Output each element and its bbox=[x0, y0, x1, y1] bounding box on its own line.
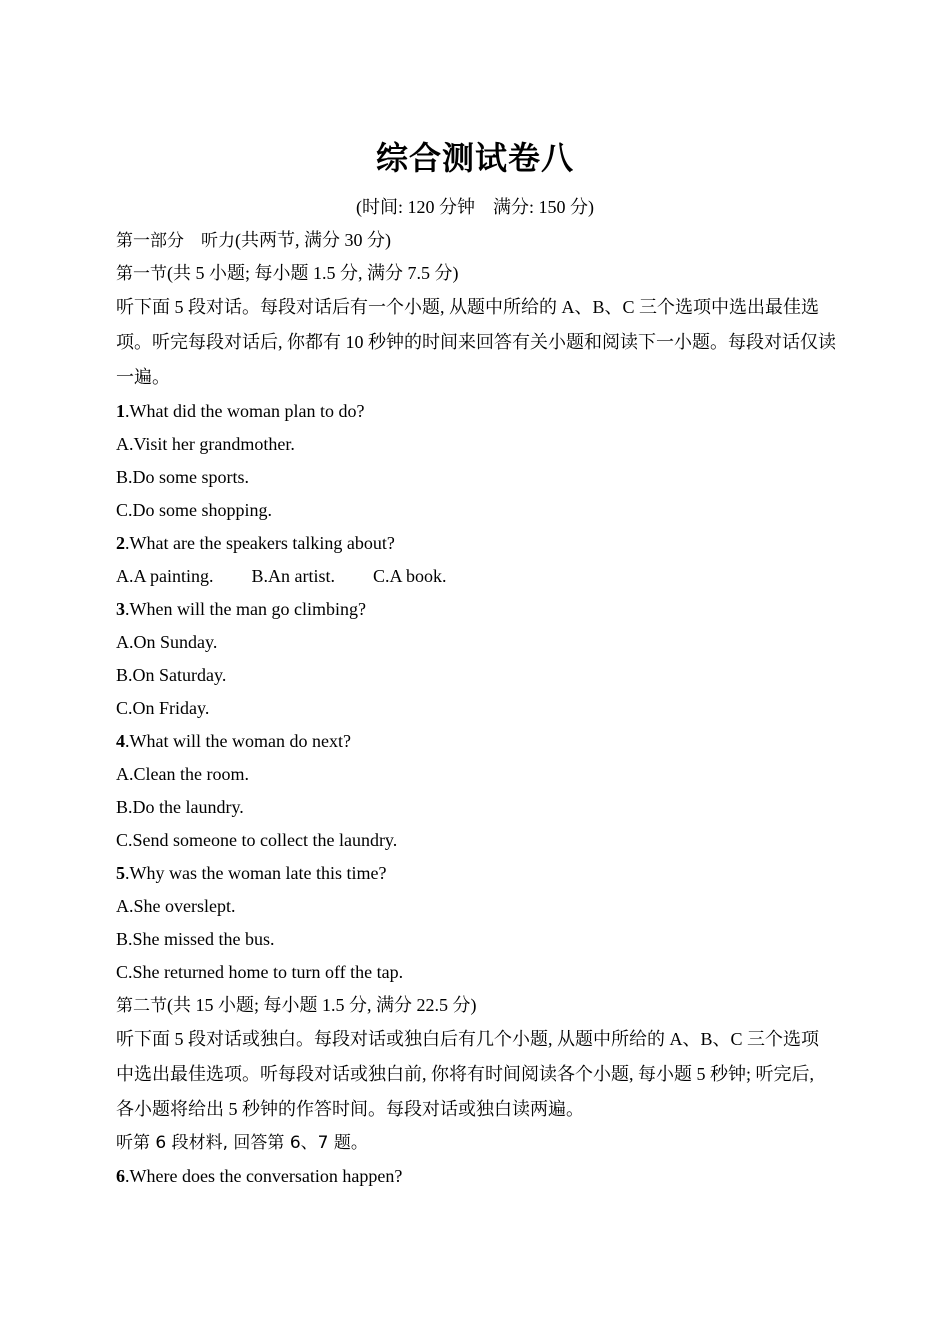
question-2 bbox=[116, 527, 836, 560]
option-5a: A.She overslept. bbox=[116, 896, 236, 916]
section2-heading bbox=[116, 989, 836, 1022]
question-text: .What are the speakers talking about? bbox=[125, 533, 395, 553]
option-4b: B.Do the laundry. bbox=[116, 797, 244, 817]
question-number: 1 bbox=[116, 401, 125, 421]
page-title: 综合测试卷八 bbox=[375, 139, 574, 177]
question-number: 2 bbox=[116, 533, 125, 553]
section2-title: 第二节 bbox=[116, 996, 167, 1016]
option-2c: C.A book. bbox=[373, 566, 447, 586]
option-5c: C.She returned home to turn off the tap. bbox=[116, 962, 404, 982]
section2-instructions: 听下面 5 段对话或独白。每段对话或独白后有几个小题, 从题中所给的 A、B、C 三个选项中选出最佳选项。听每段对话或独白前, 你将有时间阅读各个小题, 每小题 5 秒钟; 听完后, 各小题将给出 5 秒钟的作答时间。每段对话或独白读两遍。 bbox=[116, 1029, 820, 1119]
option-3c: C.On Friday. bbox=[116, 698, 210, 718]
question-number: 6 bbox=[116, 1166, 125, 1186]
option-1c: C.Do some shopping. bbox=[116, 500, 273, 520]
question-number: 3 bbox=[116, 599, 125, 619]
option-1a: A.Visit her grandmother. bbox=[116, 434, 295, 454]
section2-note: (共 15 小题; 每小题 1.5 分, 满分 22.5 分) bbox=[167, 995, 477, 1015]
question-text: .Where does the conversation happen? bbox=[125, 1166, 403, 1186]
part1-note: (共两节, 满分 30 分) bbox=[235, 230, 391, 250]
option-4c: C.Send someone to collect the laundry. bbox=[116, 830, 398, 850]
question-1 bbox=[116, 395, 836, 428]
question-number: 4 bbox=[116, 731, 125, 751]
option-2b: B.An artist. bbox=[251, 566, 335, 586]
question-2-options bbox=[116, 560, 836, 593]
option-3b: B.On Saturday. bbox=[116, 665, 227, 685]
option-1b: B.Do some sports. bbox=[116, 467, 250, 487]
question-text: .What did the woman plan to do? bbox=[125, 401, 365, 421]
section1-heading bbox=[116, 257, 836, 290]
question-3 bbox=[116, 593, 836, 626]
question-6 bbox=[116, 1160, 836, 1193]
option-3a: A.On Sunday. bbox=[116, 632, 218, 652]
material-6-heading: 听第 6 段材料, 回答第 6、7 题。 bbox=[116, 1133, 368, 1153]
section1-instructions: 听下面 5 段对话。每段对话后有一个小题, 从题中所给的 A、B、C 三个选项中选出最佳选项。听完每段对话后, 你都有 10 秒钟的时间来回答有关小题和阅读下一小题。每段对话仅读一遍。 bbox=[116, 297, 836, 387]
part1-heading bbox=[116, 224, 836, 257]
question-text: .Why was the woman late this time? bbox=[125, 863, 387, 883]
part1-title: 第一部分 听力 bbox=[116, 231, 235, 251]
option-5b: B.She missed the bus. bbox=[116, 929, 275, 949]
section1-note: (共 5 小题; 每小题 1.5 分, 满分 7.5 分) bbox=[167, 263, 459, 283]
section1-title: 第一节 bbox=[116, 264, 167, 284]
question-text: .When will the man go climbing? bbox=[125, 599, 366, 619]
question-4 bbox=[116, 725, 836, 758]
option-4a: A.Clean the room. bbox=[116, 764, 249, 784]
question-text: .What will the woman do next? bbox=[125, 731, 351, 751]
exam-time-score: (时间: 120 分钟 满分: 150 分) bbox=[356, 197, 594, 217]
question-number: 5 bbox=[116, 863, 125, 883]
question-5 bbox=[116, 857, 836, 890]
exam-content bbox=[116, 224, 836, 1193]
option-2a: A.A painting. bbox=[116, 566, 214, 586]
